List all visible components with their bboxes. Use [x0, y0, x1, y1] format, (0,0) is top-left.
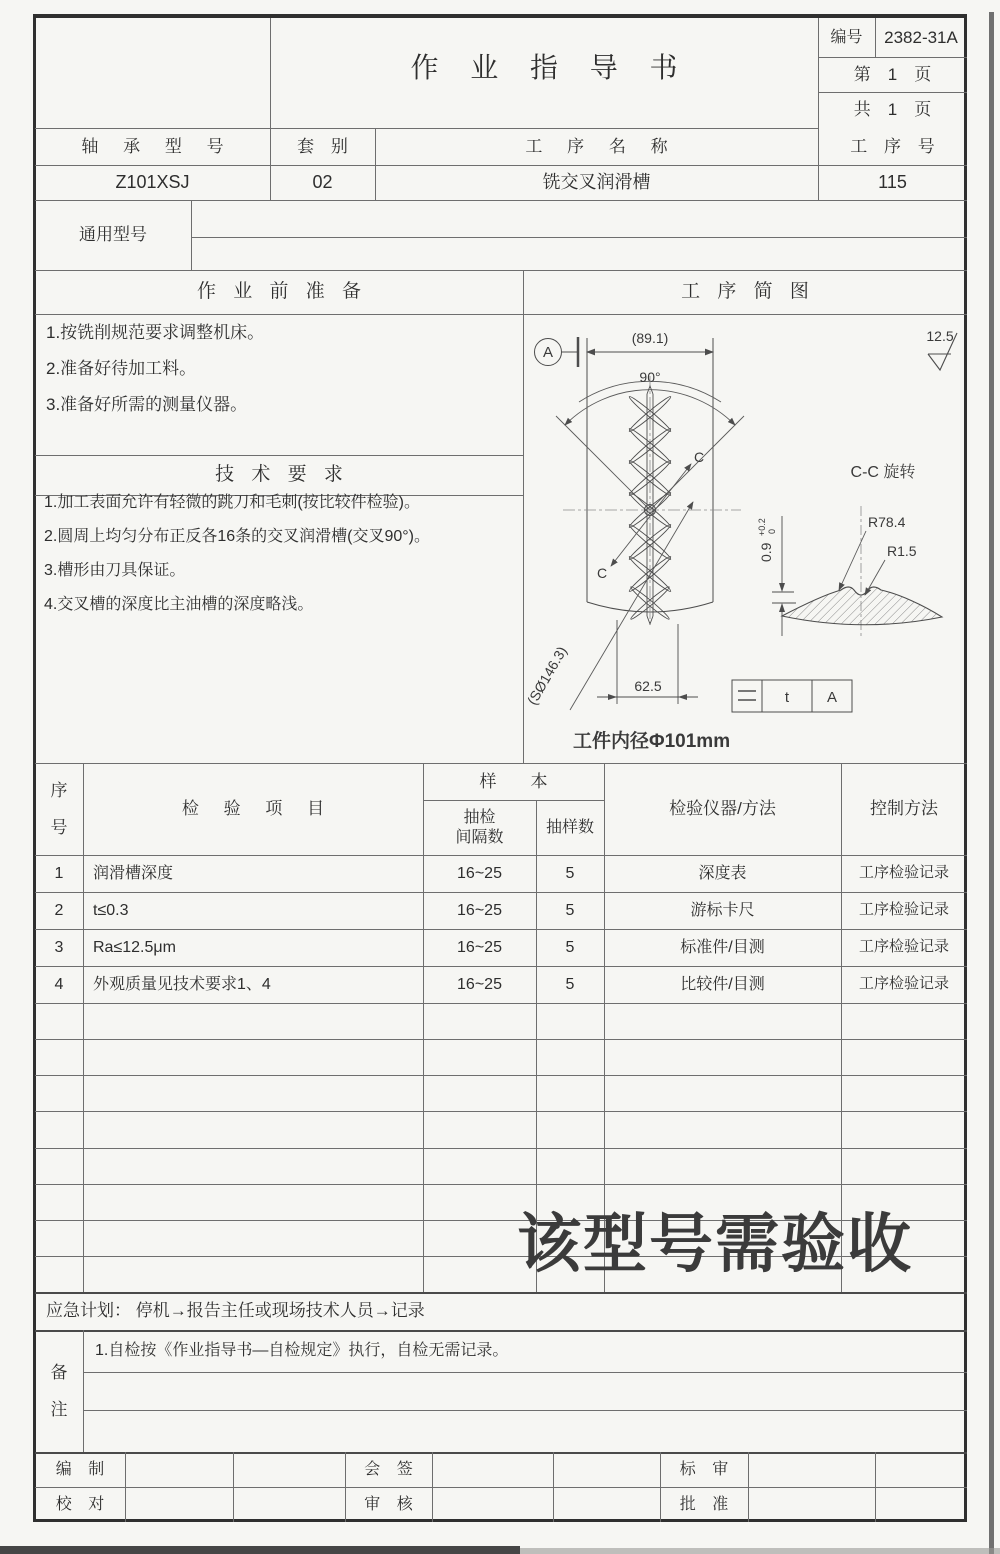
- col-header-sample-n: 抽样数: [545, 818, 594, 836]
- process-no-value: 115: [878, 172, 907, 193]
- row-instrument: 游标卡尺: [690, 901, 755, 919]
- grid-line: [748, 1452, 749, 1522]
- generic-model-label: 通用型号: [79, 225, 147, 245]
- col-header-interval: [423, 800, 536, 855]
- col-header-control: 控制方法: [870, 799, 938, 819]
- section-view-title: C-C 旋转: [850, 464, 916, 481]
- grid-line: [35, 1003, 967, 1004]
- footer-proofread-label: 校 对: [55, 1495, 111, 1513]
- row-control: 工序检验记录: [858, 901, 949, 919]
- datum-a-symbol: [535, 337, 579, 367]
- row-control: 工序检验记录: [858, 938, 949, 956]
- radius-crown-text: R78.4: [868, 514, 906, 530]
- process-name-value: 铣交叉润滑槽: [542, 172, 651, 193]
- doc-no-label: 编号: [830, 28, 863, 46]
- diagram-section-heading: 工 序 简 图: [681, 281, 815, 303]
- row-interval: 16~25: [457, 938, 502, 956]
- dim-arrow: [779, 583, 785, 592]
- grid-line: [35, 1452, 967, 1454]
- row-instrument: 深度表: [698, 864, 747, 882]
- tech-item: 3.槽形由刀具保证。: [44, 562, 186, 579]
- footer-approve-label: 批 准: [679, 1495, 735, 1513]
- row-interval: 16~25: [457, 975, 502, 993]
- row-sample: 5: [565, 975, 575, 993]
- prep-item: 1.按铣削规范要求调整机床。: [46, 323, 265, 343]
- grid-line: [125, 1452, 126, 1522]
- sphere-dia-leader: [570, 502, 693, 710]
- scan-edge-bottom-dark: [0, 1546, 520, 1554]
- grid-line: [83, 1372, 967, 1373]
- col-header-sample-group: 样 本: [479, 771, 548, 791]
- depth-tol-upper: +0.2: [757, 518, 767, 536]
- band-dim-text: 62.5: [634, 678, 662, 694]
- row-control: 工序检验记录: [858, 975, 949, 993]
- set-value: 02: [312, 172, 333, 193]
- bearing-model-label: 轴 承 型 号: [81, 136, 234, 156]
- prep-item: 2.准备好待加工料。: [46, 359, 197, 379]
- document-title: 作 业 指 导 书: [410, 51, 690, 83]
- row-item: 润滑槽深度: [93, 864, 174, 882]
- tech-item: 4.交叉槽的深度比主油槽的深度略浅。: [44, 596, 314, 613]
- tolerance-value: t: [784, 689, 790, 706]
- grid-line: [191, 237, 967, 238]
- row-no: 4: [54, 975, 64, 993]
- radius-groove-text: R1.5: [887, 543, 917, 559]
- depth-dim-text-group: [757, 518, 777, 562]
- grid-line: [191, 200, 192, 270]
- section-mark-bottom: C: [596, 565, 608, 581]
- dim-arrow: [678, 694, 687, 700]
- section-mark-top: C: [693, 449, 705, 465]
- row-item: 外观质量见技术要求1、4: [93, 975, 271, 993]
- grid-line: [83, 1410, 967, 1411]
- row-instrument: 标准件/目测: [680, 938, 765, 956]
- grid-line: [35, 1111, 967, 1112]
- footer-review-label: 审 核: [364, 1495, 419, 1513]
- notes-char-1: 备: [50, 1362, 68, 1382]
- page-number-line: 第 1 页: [853, 64, 932, 84]
- row-sample: 5: [565, 938, 575, 956]
- tech-section-heading: 技 术 要 求: [215, 464, 349, 486]
- total-pages-line: 共 1 页: [853, 100, 932, 120]
- grid-line: [875, 1452, 876, 1522]
- seq-char-1: 序: [50, 780, 68, 800]
- row-sample: 5: [565, 864, 575, 882]
- radius-crown-leader: [839, 531, 866, 590]
- scan-edge-right: [989, 12, 994, 1554]
- row-no: 3: [54, 938, 64, 956]
- process-no-label: 工 序 号: [850, 136, 941, 156]
- row-control: 工序检验记录: [858, 864, 949, 882]
- section-line-c: [611, 464, 691, 566]
- centerlines: [563, 376, 741, 626]
- depth-tol-lower: 0: [767, 528, 777, 534]
- interval-line-2: 间隔数: [455, 828, 504, 846]
- col-header-item: 检 验 项 目: [181, 799, 335, 819]
- grid-line: [35, 1487, 967, 1488]
- set-label: 套 别: [297, 136, 354, 156]
- footer-standard-review-label: 标 审: [679, 1460, 735, 1478]
- grid-line: [83, 1330, 84, 1452]
- prep-section-heading: 作 业 前 准 备: [196, 281, 368, 303]
- grid-line: [432, 1452, 433, 1522]
- row-instrument: 比较件/目测: [680, 975, 765, 993]
- footer-countersign-label: 会 签: [364, 1460, 419, 1478]
- notes-char-2: 注: [50, 1400, 68, 1419]
- angle-dim-text: 90°: [639, 369, 661, 385]
- prep-item: 3.准备好所需的测量仪器。: [46, 395, 248, 415]
- notes-label: [35, 1330, 83, 1452]
- tech-item: 1.加工表面允许有轻微的跳刀和毛刺(按比较件检验)。: [44, 494, 421, 511]
- notes-line: 1.自检按《作业指导书—自检规定》执行，自检无需记录。: [95, 1342, 509, 1359]
- width-dim-text: (89.1): [631, 330, 669, 346]
- grid-line: [35, 1184, 967, 1185]
- grid-line: [35, 1148, 967, 1149]
- roughness-value: 12.5: [926, 328, 954, 344]
- bore-note-text: 工件内径Φ101mm: [573, 731, 731, 752]
- emergency-plan: 应急计划： 停机→报告主任或现场技术人员→记录: [46, 1301, 425, 1321]
- depth-dim-text: 0.9: [758, 542, 774, 562]
- grid-line: [35, 1075, 967, 1076]
- dim-arrow: [779, 603, 785, 612]
- row-interval: 16~25: [457, 864, 502, 882]
- datum-a-letter: A: [542, 344, 554, 361]
- row-sample: 5: [565, 901, 575, 919]
- grid-line: [233, 1452, 234, 1522]
- grid-line: [35, 1039, 967, 1040]
- process-name-label: 工 序 名 称: [525, 136, 678, 156]
- row-item: t≤0.3: [93, 901, 129, 919]
- doc-no-value: 2382-31A: [884, 27, 958, 47]
- row-no: 2: [54, 901, 64, 919]
- tolerance-datum: A: [826, 689, 838, 706]
- scan-edge-bottom-light: [520, 1548, 1000, 1554]
- bearing-model-value: Z101XSJ: [115, 172, 190, 193]
- sphere-dia-text: (SØ146.3): [523, 643, 570, 708]
- seq-char-2: 号: [50, 818, 68, 837]
- row-interval: 16~25: [457, 901, 502, 919]
- row-no: 1: [54, 864, 64, 882]
- interval-line-1: 抽检: [463, 808, 496, 826]
- footer-prepared-label: 编 制: [55, 1460, 111, 1478]
- row-item: Ra≤12.5μm: [93, 938, 176, 956]
- section-profile: [782, 587, 942, 625]
- col-header-instrument: 检验仪器/方法: [669, 799, 776, 819]
- process-diagram: [523, 314, 967, 763]
- grid-line: [553, 1452, 554, 1522]
- acceptance-stamp: 该型号需验收: [517, 1208, 913, 1280]
- col-header-seq: [35, 763, 83, 855]
- tech-item: 2.圆周上均匀分布正反各16条的交叉润滑槽(交叉90°)。: [44, 528, 430, 545]
- dim-arrow: [608, 694, 617, 700]
